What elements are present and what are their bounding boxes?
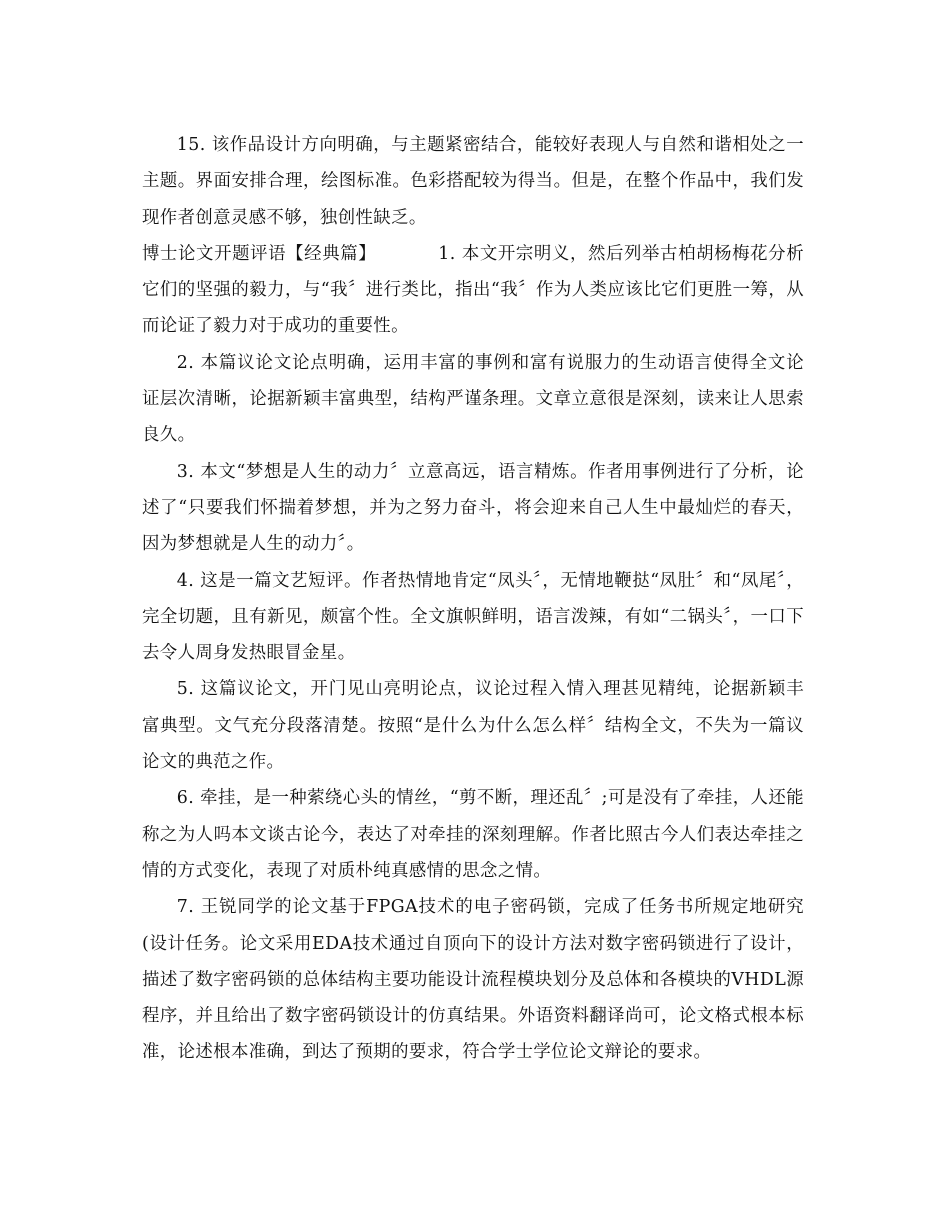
comment-paragraph-3: 3. 本文“梦想是人生的动力〞立意高远，语言精炼。作者用事例进行了分析，论述了“只要我们怀揣着梦想，并为之努力奋斗，将会迎来自己人生中最灿烂的春天，因为梦想就是人生的动力〞。	[142, 461, 804, 555]
comment-paragraph-4: 4. 这是一篇文艺短评。作者热情地肯定“凤头〞，无情地鞭挞“凤肚〞和“凤尾〞，完全切题，且有新见，颇富个性。全文旗帜鲜明，语言泼辣，有如“二锅头〞，一口下去令人周身发热眼冒金星。	[142, 570, 804, 664]
comment-paragraph-2: 2. 本篇议论文论点明确，运用丰富的事例和富有说服力的生动语言使得全文论证层次清晰，论据新颖丰富典型，结构严谨条理。文章立意很是深刻，读来让人思索良久。	[142, 352, 804, 446]
section-heading: 博士论文开题评语【经典篇】	[142, 243, 377, 264]
comment-paragraph-5: 5. 这篇议论文，开门见山亮明论点，议论过程入情入理甚见精纯，论据新颖丰富典型。文气充分段落清楚。按照“是什么为什么怎么样〞结构全文，不失为一篇议论文的典范之作。	[142, 679, 804, 773]
comment-paragraph-6: 6. 牵挂，是一种萦绕心头的情丝，“剪不断，理还乱〞;可是没有了牵挂，人还能称之为人吗本文谈古论今，表达了对牵挂的深刻理解。作者比照古今人们表达牵挂之情的方式变化，表现了对质朴纯真感情的思念之情。	[142, 788, 804, 881]
comment-paragraph-7: 7. 王锐同学的论文基于FPGA技术的电子密码锁，完成了任务书所规定地研究(设计任务。论文采用EDA技术通过自顶向下的设计方法对数字密码锁进行了设计，描述了数字密码锁的总体结构主要功能设计流程模块划分及总体和各模块的VHDL源程序，并且给出了数字密码锁设计的仿真结果。外语资料翻译尚可，论文格式根本标准，论述根本准确，到达了预期的要求，符合学士学位论文辩论的要求。	[142, 897, 804, 1063]
document-body	[142, 127, 804, 1071]
comment-paragraph-1: 1. 本文开宗明义，然后列举古柏胡杨梅花分析它们的坚强的毅力，与“我〞进行类比，指出“我〞作为人类应该比它们更胜一筹，从而论证了毅力对于成功的重要性。	[142, 243, 804, 337]
comment-paragraph-15: 15. 该作品设计方向明确，与主题紧密结合，能较好表现人与自然和谐相处之一主题。界面安排合理，绘图标准。色彩搭配较为得当。但是，在整个作品中，我们发现作者创意灵感不够，独创性缺乏。	[142, 135, 804, 228]
section-paragraph	[142, 236, 804, 345]
